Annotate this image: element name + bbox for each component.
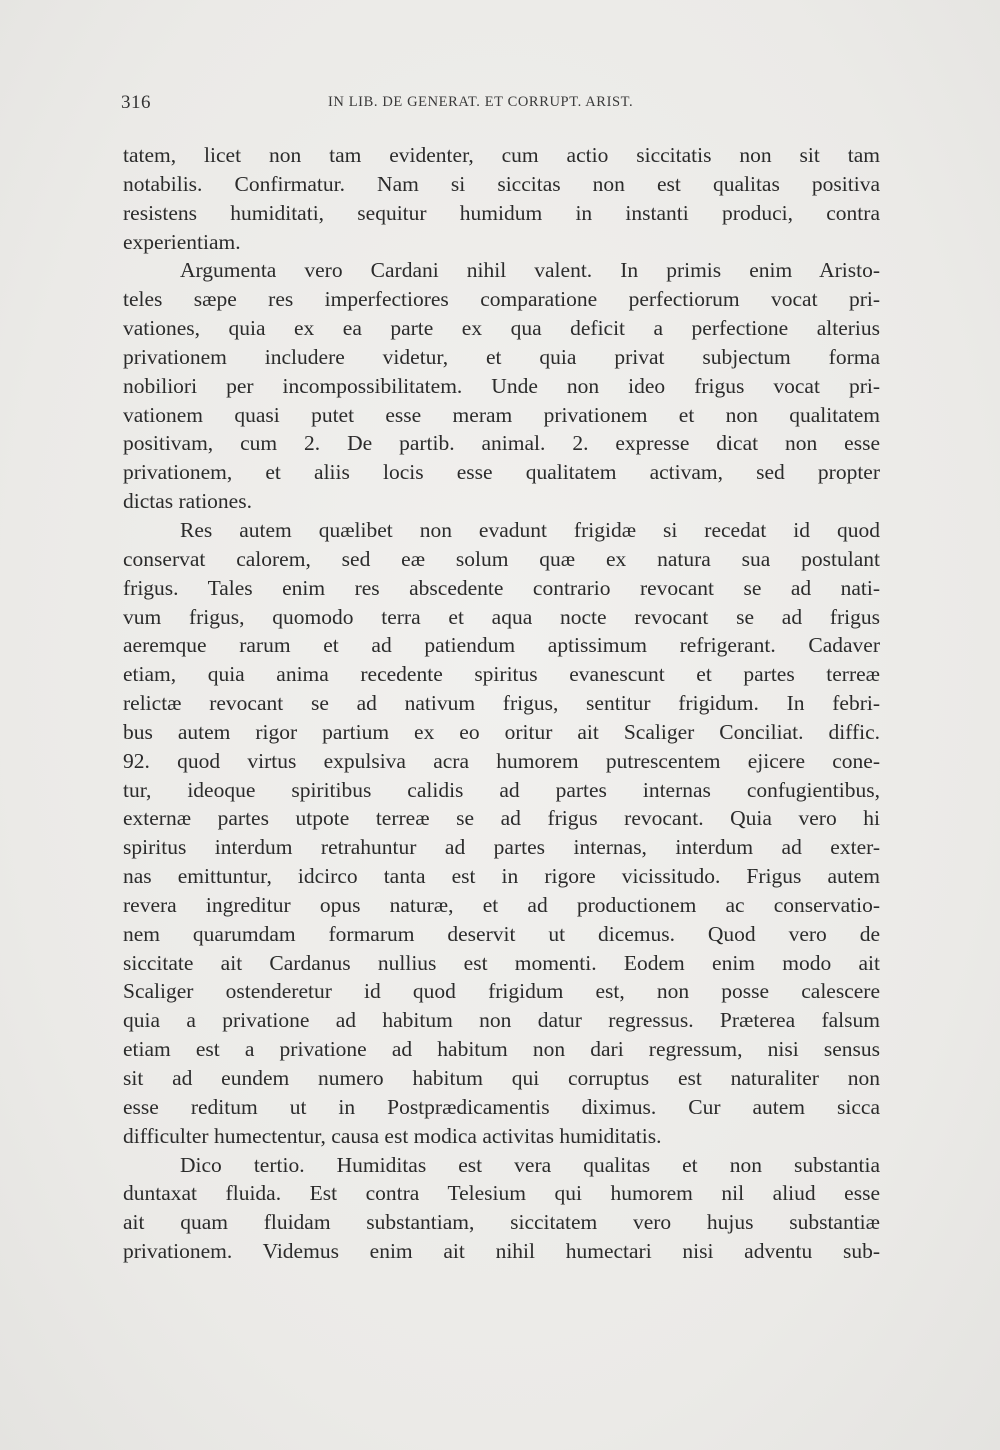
text-line: duntaxat fluida. Est contra Telesium qui humorem nil aliud esse xyxy=(123,1181,880,1206)
text-line: resistens humiditati, sequitur humidum in instanti produci, contra xyxy=(123,200,880,225)
text-line: etiam est a privatione ad habitum non dari regressum, nisi sensus xyxy=(123,1037,880,1062)
running-header xyxy=(121,92,881,116)
text-line: frigus. Tales enim res abscedente contrario revocant se ad nati- xyxy=(123,575,880,600)
text-line: privationem includere videtur, et quia privat subjectum forma xyxy=(123,344,880,369)
text-line: positivam, cum 2. De partib. animal. 2. expresse dicat non esse xyxy=(123,431,880,456)
text-line: privationem. Videmus enim ait nihil humectari nisi adventu sub- xyxy=(123,1239,880,1264)
text-line: externæ partes utpote terreæ se ad frigus revocant. Quia vero hi xyxy=(123,806,880,831)
text-line: 92. quod virtus expulsiva acra humorem putrescentem ejicere cone- xyxy=(123,748,880,773)
text-line: bus autem rigor partium ex eo oritur ait Scaliger Conciliat. diffic. xyxy=(123,719,880,744)
page-number: 316 xyxy=(121,92,151,113)
text-line: nobiliori per incompossibilitatem. Unde non ideo frigus vocat pri- xyxy=(123,373,880,398)
text-line: Dico tertio. Humiditas est vera qualitas et non substantia xyxy=(180,1152,880,1177)
text-line: conservat calorem, sed eæ solum quæ ex natura sua postulant xyxy=(123,546,880,571)
text-line: revera ingreditur opus naturæ, et ad productionem ac conservatio- xyxy=(123,892,880,917)
text-line: experientiam. xyxy=(123,229,241,254)
body-text xyxy=(123,141,880,1266)
text-line: esse reditum ut in Postprædicamentis diximus. Cur autem sicca xyxy=(123,1094,880,1119)
text-line: etiam, quia anima recedente spiritus evanescunt et partes terreæ xyxy=(123,662,880,687)
text-line: nas emittuntur, idcirco tanta est in rigore vicissitudo. Frigus autem xyxy=(123,864,880,889)
text-line: notabilis. Confirmatur. Nam si siccitas non est qualitas positiva xyxy=(123,171,880,196)
text-line: teles sæpe res imperfectiores comparatione perfectiorum vocat pri- xyxy=(123,287,880,312)
text-line: Res autem quælibet non evadunt frigidæ si recedat id quod xyxy=(180,517,880,542)
text-line: sit ad eundem numero habitum qui corruptus est naturaliter non xyxy=(123,1066,880,1090)
text-line: dictas rationes. xyxy=(123,489,252,514)
text-line: quia a privatione ad habitum non datur regressus. Præterea falsum xyxy=(123,1008,880,1033)
text-line: ait quam fluidam substantiam, siccitatem vero hujus substantiæ xyxy=(123,1210,880,1235)
text-line: relictæ revocant se ad nativum frigus, sentitur frigidum. In febri- xyxy=(123,691,880,716)
text-line: nem quarumdam formarum deservit ut dicemus. Quod vero de xyxy=(123,921,880,946)
text-line: siccitate ait Cardanus nullius est momenti. Eodem enim modo ait xyxy=(123,950,880,975)
text-line: difficulter humectentur, causa est modica activitas humiditatis. xyxy=(123,1123,662,1148)
running-title: IN LIB. DE GENERAT. ET CORRUPT. ARIST. xyxy=(328,94,634,110)
text-line: tatem, licet non tam evidenter, cum actio siccitatis non sit tam xyxy=(123,143,880,167)
text-line: privationem, et aliis locis esse qualitatem activam, sed propter xyxy=(123,460,880,485)
text-line: tur, ideoque spiritibus calidis ad partes internas confugientibus, xyxy=(123,777,880,802)
text-line: aeremque rarum et ad patiendum aptissimum refrigerant. Cadaver xyxy=(123,633,880,658)
text-line: Scaliger ostenderetur id quod frigidum est, non posse calescere xyxy=(123,979,880,1004)
text-line: Argumenta vero Cardani nihil valent. In primis enim Aristo- xyxy=(180,258,880,283)
text-line: vationes, quia ex ea parte ex qua deficit a perfectione alterius xyxy=(123,316,880,341)
text-line: vum frigus, quomodo terra et aqua nocte revocant se ad frigus xyxy=(123,604,880,629)
text-line: spiritus interdum retrahuntur ad partes internas, interdum ad exter- xyxy=(123,835,880,860)
text-line: vationem quasi putet esse meram privationem et non qualitatem xyxy=(123,402,880,427)
